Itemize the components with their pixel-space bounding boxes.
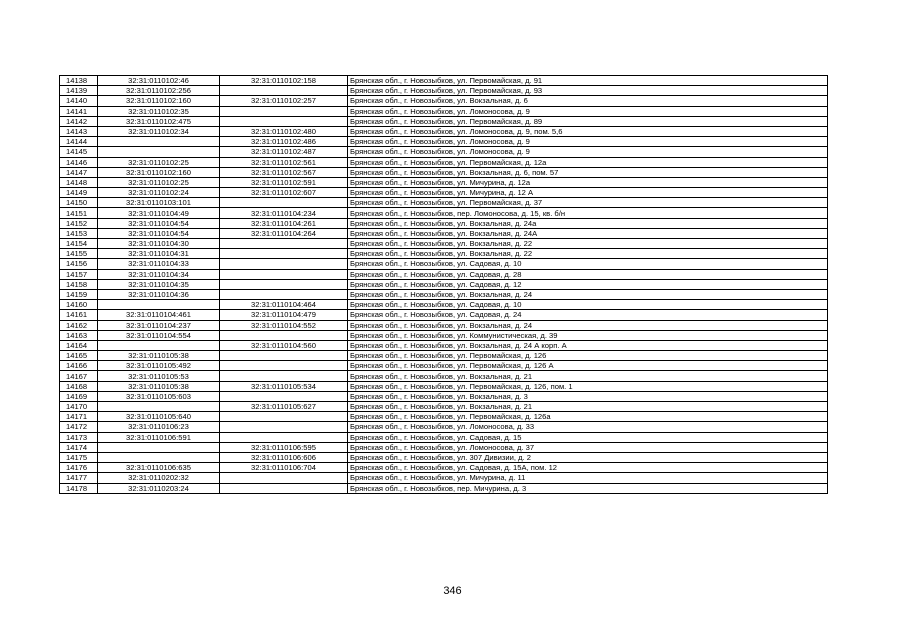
table-row [60,381,828,391]
address-cell: Брянская обл., г. Новозыбков, ул. Первомайская, д. 126 А [348,361,828,371]
row-number-cell: 14170 [60,402,98,412]
table-row [60,300,828,310]
table-row [60,269,828,279]
cadastral-number-cell: 32:31:0110102:46 [98,76,220,86]
cadastral-number-cell: 32:31:0110202:32 [98,473,220,483]
row-number-cell: 14157 [60,269,98,279]
cadastral-number-cell: 32:31:0110104:54 [98,228,220,238]
related-cadastral-number-cell [220,249,348,259]
cadastral-number-cell: 32:31:0110104:33 [98,259,220,269]
table-row [60,402,828,412]
row-number-cell: 14148 [60,177,98,187]
table-row [60,463,828,473]
cadastral-number-cell: 32:31:0110102:256 [98,86,220,96]
row-number-cell: 14164 [60,340,98,350]
related-cadastral-number-cell: 32:31:0110104:464 [220,300,348,310]
related-cadastral-number-cell: 32:31:0110105:534 [220,381,348,391]
row-number-cell: 14152 [60,218,98,228]
row-number-cell: 14167 [60,371,98,381]
table-row [60,188,828,198]
address-cell: Брянская обл., г. Новозыбков, ул. Садовая, д. 15 [348,432,828,442]
row-number-cell: 14143 [60,126,98,136]
address-cell: Брянская обл., г. Новозыбков, ул. Ломоносова, д. 9 [348,106,828,116]
table-row [60,432,828,442]
related-cadastral-number-cell: 32:31:0110104:552 [220,320,348,330]
cadastral-number-cell: 32:31:0110104:31 [98,249,220,259]
address-cell: Брянская обл., г. Новозыбков, пер. Мичурина, д. 3 [348,483,828,493]
table-row [60,218,828,228]
row-number-cell: 14144 [60,137,98,147]
cadastral-number-cell: 32:31:0110102:25 [98,157,220,167]
table-row [60,126,828,136]
table-row [60,198,828,208]
related-cadastral-number-cell [220,239,348,249]
related-cadastral-number-cell [220,483,348,493]
related-cadastral-number-cell: 32:31:0110102:607 [220,188,348,198]
table-row [60,106,828,116]
cadastral-number-cell: 32:31:0110103:101 [98,198,220,208]
address-cell: Брянская обл., г. Новозыбков, ул. Вокзальная, д. 6 [348,96,828,106]
related-cadastral-number-cell [220,106,348,116]
row-number-cell: 14145 [60,147,98,157]
row-number-cell: 14161 [60,310,98,320]
table-row [60,116,828,126]
row-number-cell: 14146 [60,157,98,167]
address-cell: Брянская обл., г. Новозыбков, ул. Вокзальная, д. 24 А корп. А [348,340,828,350]
cadastral-number-cell: 32:31:0110104:34 [98,269,220,279]
address-cell: Брянская обл., г. Новозыбков, ул. Мичурина, д. 12а [348,177,828,187]
address-cell: Брянская обл., г. Новозыбков, ул. Вокзальная, д. 24 [348,289,828,299]
table-row [60,228,828,238]
address-cell: Брянская обл., г. Новозыбков, ул. Ломоносова, д. 9 [348,137,828,147]
table-row [60,259,828,269]
address-cell: Брянская обл., г. Новозыбков, ул. Вокзальная, д. 24А [348,228,828,238]
related-cadastral-number-cell: 32:31:0110104:479 [220,310,348,320]
row-number-cell: 14162 [60,320,98,330]
table-row [60,208,828,218]
table-row [60,249,828,259]
address-cell: Брянская обл., г. Новозыбков, ул. Садовая, д. 12 [348,279,828,289]
table-row [60,320,828,330]
address-cell: Брянская обл., г. Новозыбков, ул. Первомайская, д. 126, пом. 1 [348,381,828,391]
row-number-cell: 14154 [60,239,98,249]
table-row [60,361,828,371]
cadastral-number-cell: 32:31:0110102:35 [98,106,220,116]
table-row [60,76,828,86]
cadastral-number-cell: 32:31:0110105:38 [98,381,220,391]
table-row [60,483,828,493]
cadastral-number-cell: 32:31:0110105:603 [98,391,220,401]
row-number-cell: 14158 [60,279,98,289]
cadastral-number-cell: 32:31:0110105:53 [98,371,220,381]
property-table-body [60,76,828,494]
table-row [60,96,828,106]
cadastral-number-cell [98,300,220,310]
address-cell: Брянская обл., г. Новозыбков, ул. 307 Дивизии, д. 2 [348,452,828,462]
row-number-cell: 14160 [60,300,98,310]
row-number-cell: 14141 [60,106,98,116]
cadastral-number-cell: 32:31:0110104:461 [98,310,220,320]
address-cell: Брянская обл., г. Новозыбков, ул. Вокзальная, д. 6, пом. 57 [348,167,828,177]
address-cell: Брянская обл., г. Новозыбков, ул. Вокзальная, д. 21 [348,371,828,381]
cadastral-number-cell: 32:31:0110203:24 [98,483,220,493]
row-number-cell: 14166 [60,361,98,371]
related-cadastral-number-cell: 32:31:0110105:627 [220,402,348,412]
cadastral-number-cell [98,452,220,462]
row-number-cell: 14163 [60,330,98,340]
cadastral-number-cell: 32:31:0110104:36 [98,289,220,299]
related-cadastral-number-cell [220,351,348,361]
related-cadastral-number-cell: 32:31:0110102:487 [220,147,348,157]
table-row [60,86,828,96]
table-row [60,351,828,361]
address-cell: Брянская обл., г. Новозыбков, ул. Мичурина, д. 12 А [348,188,828,198]
address-cell: Брянская обл., г. Новозыбков, ул. Ломоносова, д. 33 [348,422,828,432]
related-cadastral-number-cell [220,422,348,432]
address-cell: Брянская обл., г. Новозыбков, ул. Садовая, д. 10 [348,259,828,269]
table-row [60,442,828,452]
related-cadastral-number-cell [220,259,348,269]
table-row [60,330,828,340]
cadastral-number-cell: 32:31:0110105:38 [98,351,220,361]
row-number-cell: 14138 [60,76,98,86]
address-cell: Брянская обл., г. Новозыбков, ул. Коммунистическая, д. 39 [348,330,828,340]
address-cell: Брянская обл., г. Новозыбков, ул. Садовая, д. 10 [348,300,828,310]
table-row [60,177,828,187]
row-number-cell: 14142 [60,116,98,126]
related-cadastral-number-cell: 32:31:0110104:264 [220,228,348,238]
address-cell: Брянская обл., г. Новозыбков, ул. Садовая, д. 15А, пом. 12 [348,463,828,473]
table-row [60,391,828,401]
table-row [60,279,828,289]
related-cadastral-number-cell [220,391,348,401]
address-cell: Брянская обл., г. Новозыбков, ул. Мичурина, д. 11 [348,473,828,483]
address-cell: Брянская обл., г. Новозыбков, ул. Первомайская, д. 91 [348,76,828,86]
page-number: 346 [443,585,462,597]
cadastral-number-cell: 32:31:0110102:24 [98,188,220,198]
row-number-cell: 14151 [60,208,98,218]
address-cell: Брянская обл., г. Новозыбков, ул. Ломоносова, д. 37 [348,442,828,452]
address-cell: Брянская обл., г. Новозыбков, ул. Первомайская, д. 126а [348,412,828,422]
row-number-cell: 14140 [60,96,98,106]
row-number-cell: 14172 [60,422,98,432]
cadastral-number-cell: 32:31:0110102:34 [98,126,220,136]
related-cadastral-number-cell [220,269,348,279]
address-cell: Брянская обл., г. Новозыбков, ул. Ломоносова, д. 9 [348,147,828,157]
related-cadastral-number-cell: 32:31:0110102:591 [220,177,348,187]
related-cadastral-number-cell [220,412,348,422]
address-cell: Брянская обл., г. Новозыбков, ул. Ломоносова, д. 9, пом. 5,6 [348,126,828,136]
cadastral-number-cell: 32:31:0110104:30 [98,239,220,249]
related-cadastral-number-cell: 32:31:0110104:234 [220,208,348,218]
row-number-cell: 14156 [60,259,98,269]
row-number-cell: 14155 [60,249,98,259]
cadastral-number-cell: 32:31:0110106:591 [98,432,220,442]
table-row [60,167,828,177]
row-number-cell: 14175 [60,452,98,462]
address-cell: Брянская обл., г. Новозыбков, ул. Вокзальная, д. 3 [348,391,828,401]
row-number-cell: 14159 [60,289,98,299]
table-row [60,452,828,462]
related-cadastral-number-cell: 32:31:0110102:486 [220,137,348,147]
related-cadastral-number-cell [220,473,348,483]
related-cadastral-number-cell [220,330,348,340]
row-number-cell: 14139 [60,86,98,96]
row-number-cell: 14171 [60,412,98,422]
row-number-cell: 14149 [60,188,98,198]
table-row [60,412,828,422]
cadastral-number-cell: 32:31:0110104:49 [98,208,220,218]
cadastral-number-cell: 32:31:0110102:160 [98,167,220,177]
related-cadastral-number-cell: 32:31:0110106:595 [220,442,348,452]
related-cadastral-number-cell: 32:31:0110104:560 [220,340,348,350]
related-cadastral-number-cell [220,361,348,371]
address-cell: Брянская обл., г. Новозыбков, ул. Первомайская, д. 126 [348,351,828,361]
related-cadastral-number-cell: 32:31:0110102:257 [220,96,348,106]
table-row [60,473,828,483]
related-cadastral-number-cell: 32:31:0110106:606 [220,452,348,462]
cadastral-number-cell: 32:31:0110106:23 [98,422,220,432]
row-number-cell: 14150 [60,198,98,208]
row-number-cell: 14169 [60,391,98,401]
cadastral-number-cell: 32:31:0110105:640 [98,412,220,422]
related-cadastral-number-cell: 32:31:0110102:158 [220,76,348,86]
row-number-cell: 14147 [60,167,98,177]
address-cell: Брянская обл., г. Новозыбков, ул. Вокзальная, д. 21 [348,402,828,412]
table-row [60,157,828,167]
related-cadastral-number-cell [220,198,348,208]
related-cadastral-number-cell [220,116,348,126]
address-cell: Брянская обл., г. Новозыбков, ул. Садовая, д. 28 [348,269,828,279]
cadastral-number-cell: 32:31:0110104:237 [98,320,220,330]
cadastral-number-cell: 32:31:0110102:475 [98,116,220,126]
cadastral-number-cell: 32:31:0110104:54 [98,218,220,228]
related-cadastral-number-cell: 32:31:0110102:567 [220,167,348,177]
row-number-cell: 14174 [60,442,98,452]
related-cadastral-number-cell [220,86,348,96]
cadastral-number-cell [98,442,220,452]
cadastral-number-cell: 32:31:0110102:25 [98,177,220,187]
row-number-cell: 14168 [60,381,98,391]
related-cadastral-number-cell: 32:31:0110102:561 [220,157,348,167]
row-number-cell: 14165 [60,351,98,361]
address-cell: Брянская обл., г. Новозыбков, ул. Первомайская, д. 93 [348,86,828,96]
table-row [60,310,828,320]
related-cadastral-number-cell [220,432,348,442]
address-cell: Брянская обл., г. Новозыбков, ул. Вокзальная, д. 24а [348,218,828,228]
address-cell: Брянская обл., г. Новозыбков, ул. Вокзальная, д. 24 [348,320,828,330]
table-row [60,239,828,249]
row-number-cell: 14173 [60,432,98,442]
related-cadastral-number-cell: 32:31:0110102:480 [220,126,348,136]
cadastral-number-cell: 32:31:0110106:635 [98,463,220,473]
row-number-cell: 14178 [60,483,98,493]
related-cadastral-number-cell: 32:31:0110104:261 [220,218,348,228]
related-cadastral-number-cell [220,279,348,289]
cadastral-number-cell [98,137,220,147]
address-cell: Брянская обл., г. Новозыбков, ул. Первомайская, д. 37 [348,198,828,208]
table-row [60,289,828,299]
table-row [60,371,828,381]
address-cell: Брянская обл., г. Новозыбков, пер. Ломоносова, д. 15, кв. б/н [348,208,828,218]
row-number-cell: 14176 [60,463,98,473]
related-cadastral-number-cell [220,289,348,299]
row-number-cell: 14153 [60,228,98,238]
table-row [60,422,828,432]
property-table [59,75,828,494]
cadastral-number-cell: 32:31:0110102:160 [98,96,220,106]
cadastral-number-cell: 32:31:0110104:554 [98,330,220,340]
cadastral-number-cell [98,402,220,412]
cadastral-number-cell [98,340,220,350]
address-cell: Брянская обл., г. Новозыбков, ул. Вокзальная, д. 22 [348,249,828,259]
address-cell: Брянская обл., г. Новозыбков, ул. Первомайская, д. 89 [348,116,828,126]
address-cell: Брянская обл., г. Новозыбков, ул. Первомайская, д. 12а [348,157,828,167]
table-row [60,147,828,157]
table-row [60,340,828,350]
related-cadastral-number-cell: 32:31:0110106:704 [220,463,348,473]
row-number-cell: 14177 [60,473,98,483]
cadastral-number-cell: 32:31:0110105:492 [98,361,220,371]
cadastral-number-cell [98,147,220,157]
address-cell: Брянская обл., г. Новозыбков, ул. Садовая, д. 24 [348,310,828,320]
address-cell: Брянская обл., г. Новозыбков, ул. Вокзальная, д. 22 [348,239,828,249]
table-row [60,137,828,147]
cadastral-number-cell: 32:31:0110104:35 [98,279,220,289]
related-cadastral-number-cell [220,371,348,381]
